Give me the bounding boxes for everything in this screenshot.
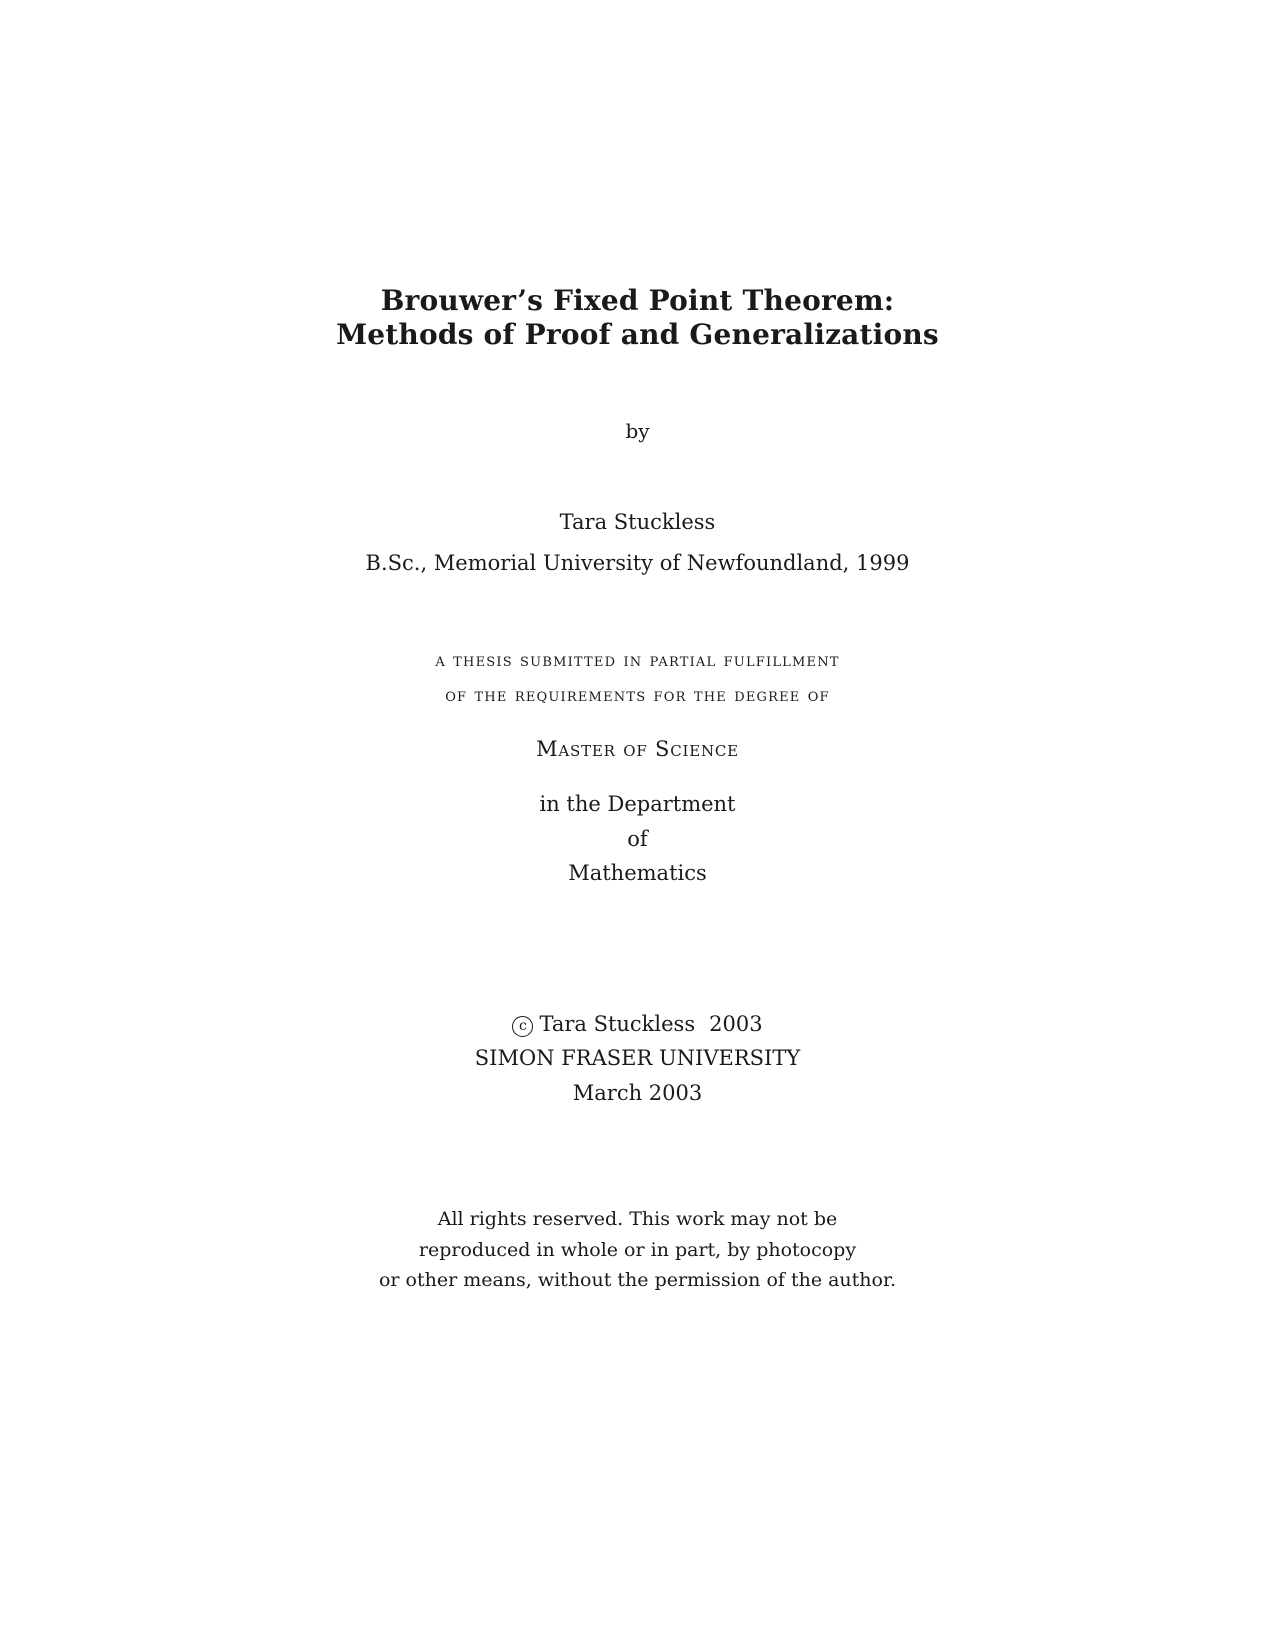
department-line-3: Mathematics xyxy=(568,861,707,885)
prior-degree: B.Sc., Memorial University of Newfoundland, 1999 xyxy=(365,551,910,575)
university-name: SIMON FRASER UNIVERSITY xyxy=(474,1046,801,1070)
rights-line-1: All rights reserved. This work may not be xyxy=(437,1208,838,1230)
department-line-1: in the Department xyxy=(539,792,736,816)
submission-line-1: a thesis submitted in partial fulfillment xyxy=(435,649,840,671)
copyright-year: 2003 xyxy=(709,1012,763,1036)
title-line-1: Brouwer’s Fixed Point Theorem: xyxy=(380,284,895,317)
submission-date: March 2003 xyxy=(572,1081,703,1105)
by-label: by xyxy=(625,419,650,443)
degree-name: Master of Science xyxy=(536,737,739,761)
copyright-icon xyxy=(512,1016,533,1037)
submission-line-2: of the requirements for the degree of xyxy=(445,684,830,706)
copyright-line xyxy=(0,1014,1275,1037)
title-line-2: Methods of Proof and Generalizations xyxy=(336,318,939,351)
copyright-holder: Tara Stuckless xyxy=(539,1012,696,1036)
rights-line-2: reproduced in whole or in part, by photocopy xyxy=(418,1239,857,1261)
rights-line-3: or other means, without the permission of the author. xyxy=(378,1269,897,1291)
department-line-2: of xyxy=(627,827,648,851)
author-name: Tara Stuckless xyxy=(559,510,716,534)
